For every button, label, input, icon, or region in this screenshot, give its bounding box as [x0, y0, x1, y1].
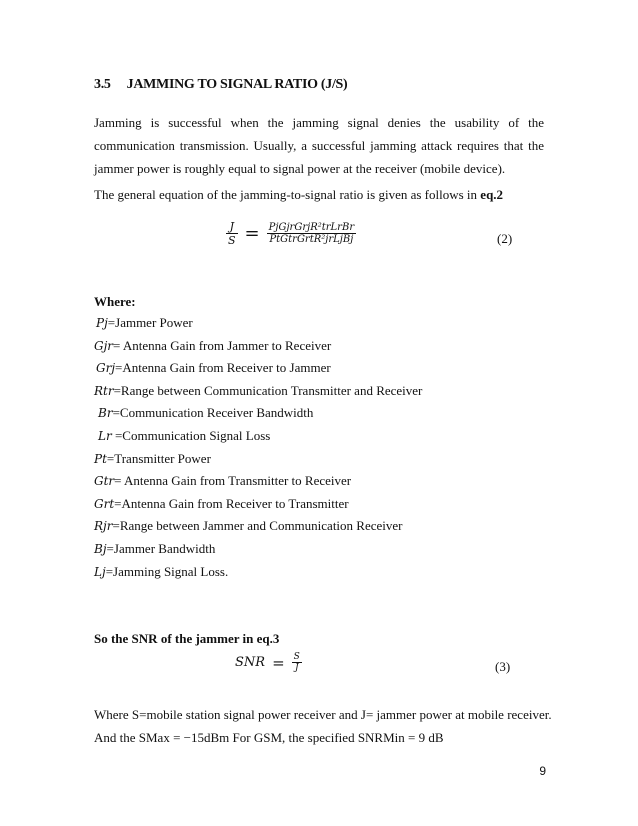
definition-text: =Range between Jammer and Communication Receiver	[112, 518, 403, 534]
definition-symbol: Gjr	[94, 338, 114, 353]
intro-line-1: Jamming is successful when the jamming signal denies the usability of the	[94, 115, 544, 130]
eq3-number: (3)	[495, 659, 511, 674]
section-number: 3.5	[94, 77, 111, 92]
definitions-list	[94, 315, 422, 586]
definition-item	[94, 541, 422, 564]
definition-text: =Jammer Bandwidth	[106, 540, 216, 556]
eq2-lhs-num: J	[226, 220, 238, 234]
definition-item	[94, 383, 422, 406]
closing-line-1: Where S=mobile station signal power receiver and J= jammer power at mobile receiver.	[94, 707, 552, 722]
section-title: JAMMING TO SIGNAL RATIO (J/S)	[126, 77, 348, 92]
definition-text: =Antenna Gain from Receiver to Transmitter	[114, 495, 349, 511]
eq3-den: J	[294, 663, 299, 673]
eq2-equals: =	[244, 223, 260, 244]
definition-item	[94, 518, 422, 541]
definition-symbol: Grj	[96, 361, 116, 376]
definition-text: =Transmitter Power	[106, 450, 211, 466]
definition-symbol: Grt	[94, 496, 115, 511]
definition-text: =Communication Receiver Bandwidth	[112, 405, 314, 421]
definition-symbol: Gtr	[94, 474, 115, 489]
definition-text: = Antenna Gain from Jammer to Receiver	[113, 337, 332, 353]
eq3-lhs: SNR	[235, 655, 266, 670]
definition-item	[98, 428, 422, 451]
definition-symbol: Lr	[98, 428, 112, 443]
definition-text: =Antenna Gain from Receiver to Jammer	[115, 360, 331, 376]
equation-ref: eq.2	[480, 187, 504, 202]
closing-line-2: And the SMax = −15dBm For GSM, the specified SNRMin = 9 dB	[94, 730, 444, 745]
definition-text: =Jammer Power	[107, 315, 193, 330]
definition-item	[94, 473, 422, 496]
eq3-num: S	[293, 652, 300, 662]
definition-item	[98, 405, 422, 428]
equation-intro-text: The general equation of the jamming-to-signal ratio is given as follows in	[94, 187, 478, 202]
equation-2	[226, 220, 356, 247]
eq2-rhs-fraction	[267, 222, 356, 245]
page-number: 9	[539, 764, 546, 778]
definition-symbol: Br	[98, 406, 113, 421]
definition-item	[94, 338, 422, 361]
eq3-fraction	[292, 652, 302, 673]
intro-line-2: communication transmission. Usually, a successful jamming attack requires that the	[94, 138, 544, 153]
equation-3	[235, 652, 302, 673]
definition-item	[94, 496, 422, 519]
definition-symbol: Rjr	[94, 519, 113, 534]
definition-text: = Antenna Gain from Transmitter to Receiver	[114, 473, 352, 489]
intro-line-3: jammer power is roughly equal to signal power at the receiver (mobile device).	[94, 161, 506, 176]
definition-symbol: Lj	[94, 564, 106, 579]
definition-item	[96, 315, 422, 338]
definition-symbol: Pt	[94, 451, 107, 466]
eq2-rhs-num: PjGjrGrjR²trLrBr	[268, 222, 355, 233]
equation-intro	[94, 187, 503, 203]
eq2-lhs-fraction	[226, 220, 238, 247]
definition-text: =Communication Signal Loss	[111, 427, 271, 443]
intro-paragraph	[94, 111, 544, 180]
definition-item	[94, 451, 422, 474]
section-heading	[94, 77, 347, 93]
eq3-equals: =	[272, 653, 285, 672]
eq2-rhs-den: PtGtrGrtR²jrLjBj	[269, 234, 354, 245]
eq2-lhs-den: S	[228, 234, 236, 247]
snr-intro-ref: eq.3	[256, 631, 280, 646]
definition-item	[94, 564, 422, 587]
where-label: Where:	[94, 294, 136, 309]
eq2-number: (2)	[497, 231, 513, 246]
definition-symbol: Bj	[94, 541, 107, 556]
definition-text: =Range between Communication Transmitter and Receiver	[113, 382, 423, 398]
snr-intro	[94, 631, 279, 647]
definition-text: =Jamming Signal Loss.	[105, 563, 229, 579]
definition-item	[96, 360, 422, 383]
snr-intro-text: So the SNR of the jammer in	[94, 631, 254, 646]
definition-symbol: Rtr	[94, 383, 114, 398]
definition-symbol: Pj	[96, 316, 108, 330]
